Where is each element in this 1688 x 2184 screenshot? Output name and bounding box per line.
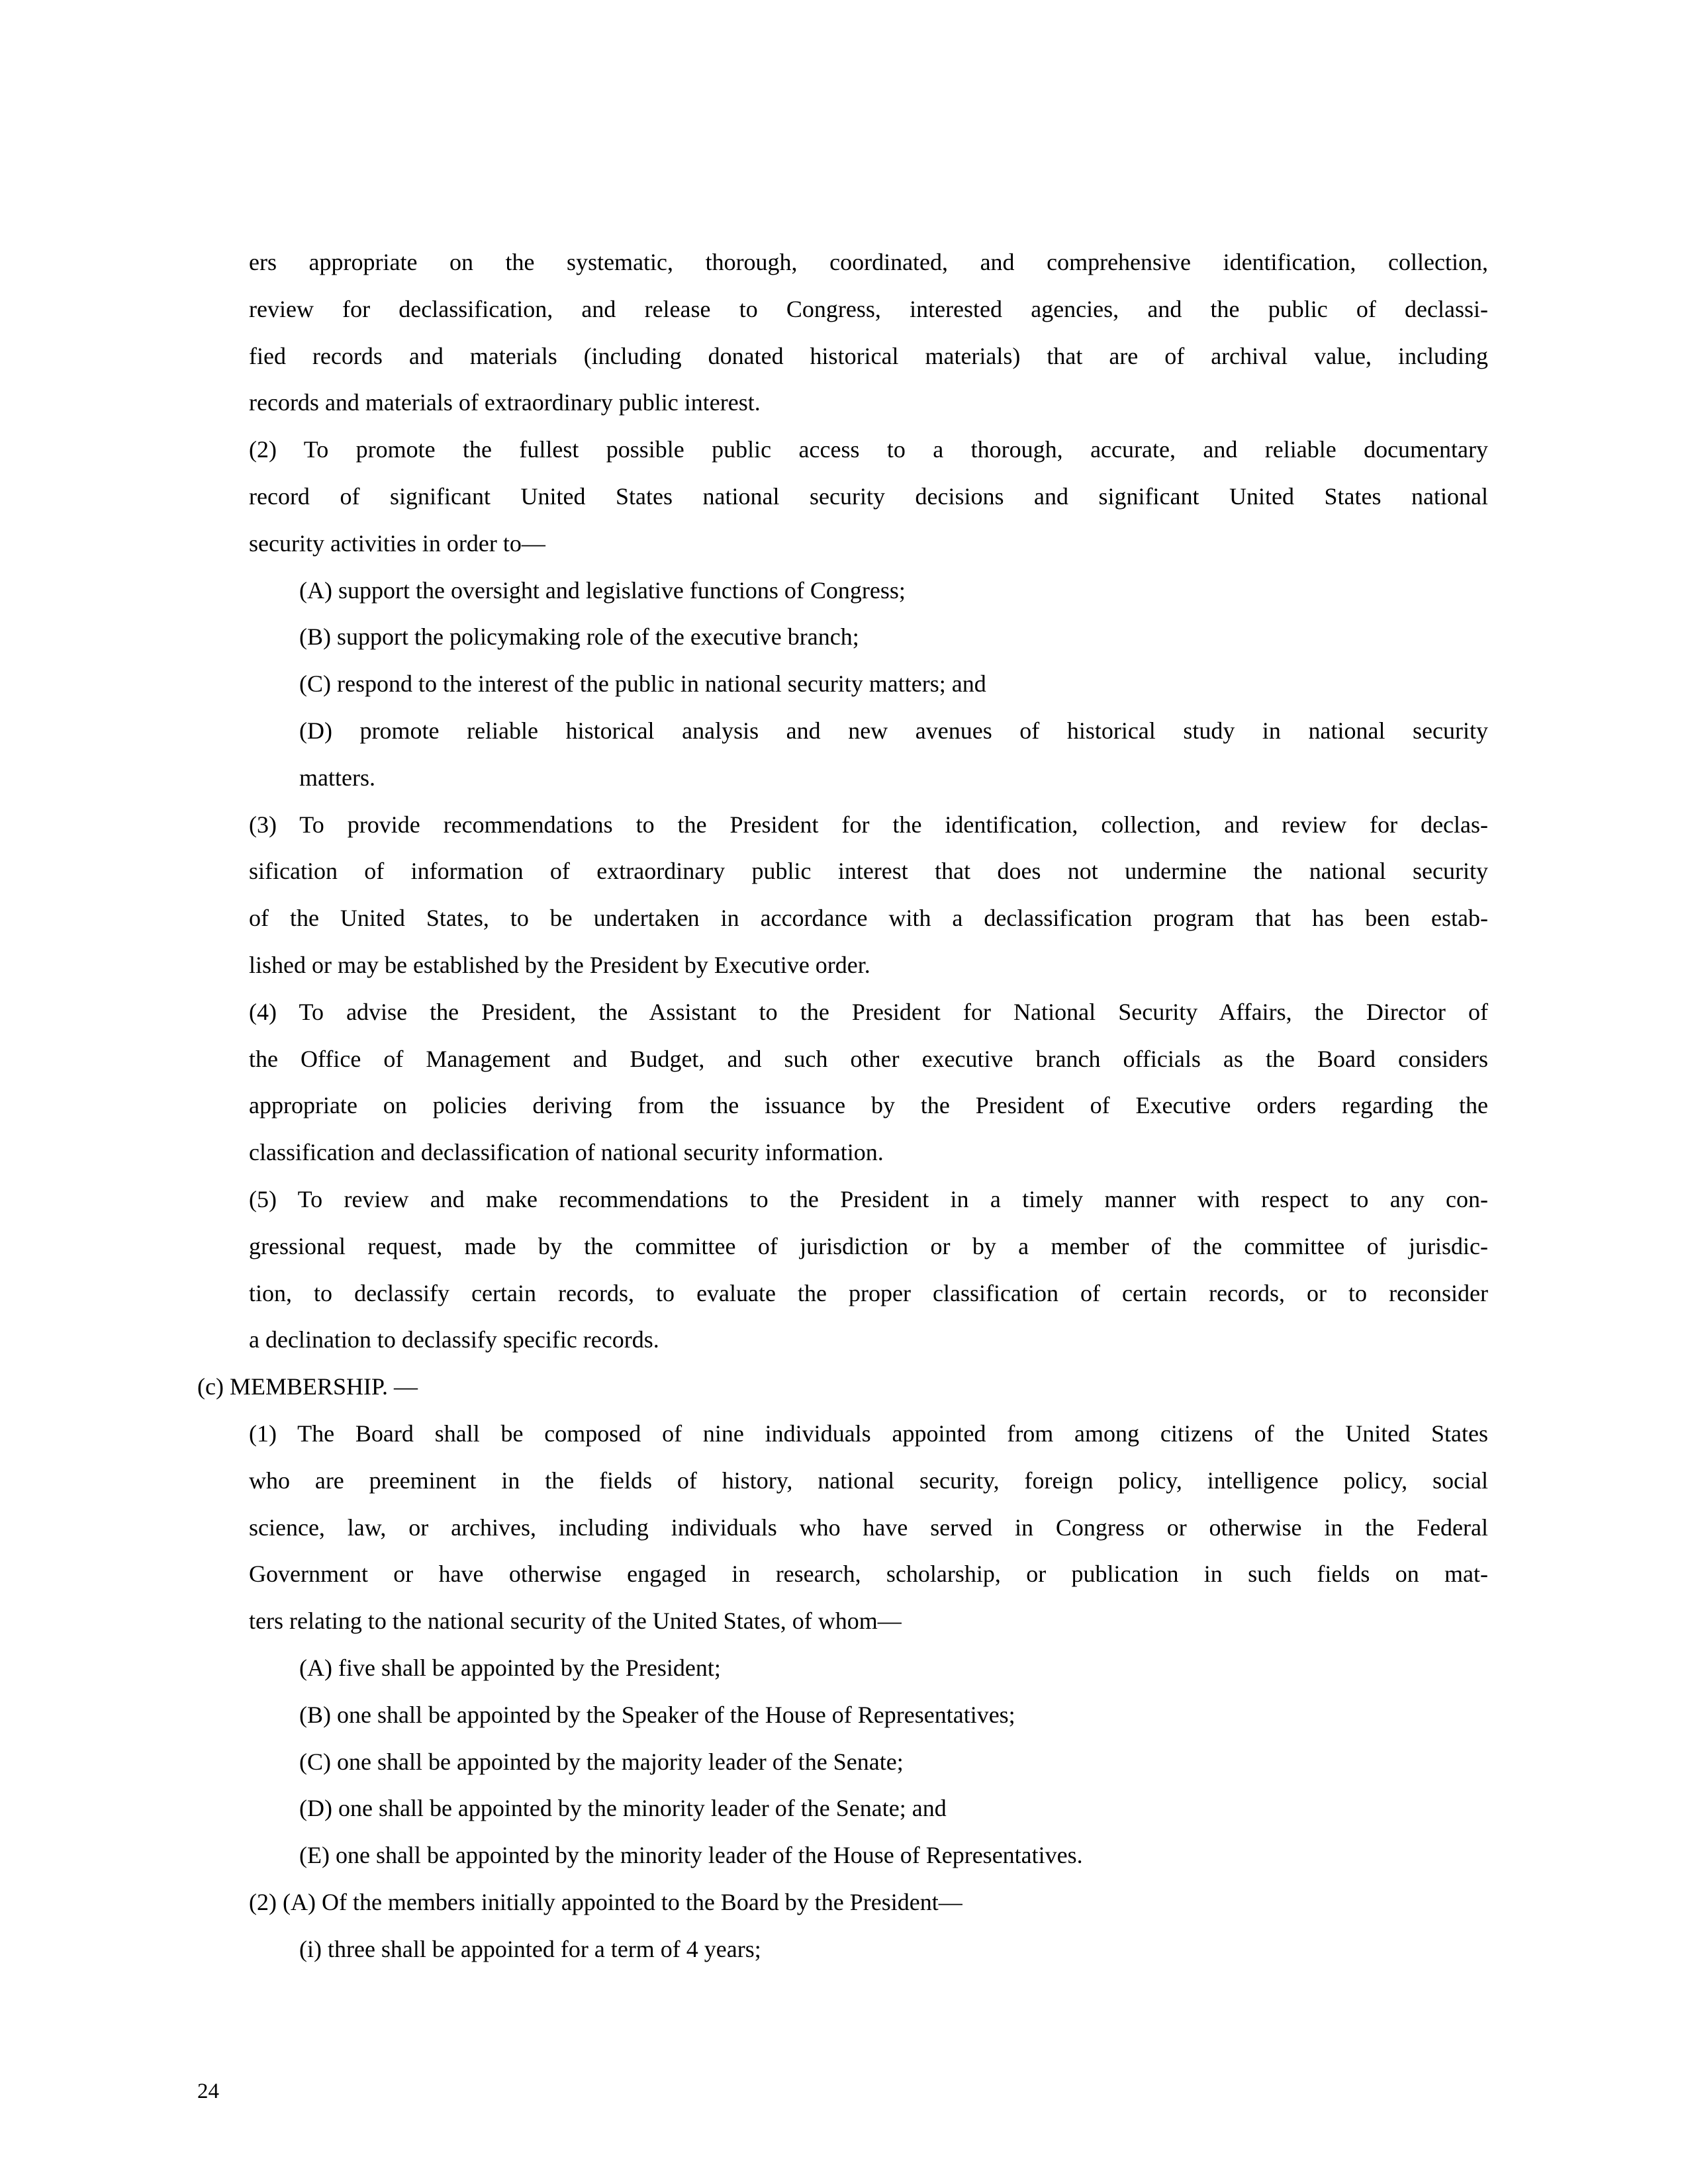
text-line: (3) To provide recommendations to the President for the identification, collection, and review for declas- (249, 811, 1488, 838)
text-line: science, law, or archives, including individuals who have served in Congress or otherwise in the Federal (249, 1514, 1488, 1541)
text-line: (4) To advise the President, the Assistant to the President for National Security Affairs, the Director of (249, 998, 1488, 1025)
text-line: a declination to declassify specific records. (249, 1326, 659, 1353)
text-line: Government or have otherwise engaged in research, scholarship, or publication in such fields on mat- (249, 1561, 1488, 1588)
text-line: the Office of Management and Budget, and such other executive branch officials as the Board considers (249, 1045, 1488, 1072)
text-line: who are preeminent in the fields of history, national security, foreign policy, intelligence policy, social (249, 1467, 1488, 1494)
list-item-line: (E) one shall be appointed by the minority leader of the House of Representatives. (299, 1842, 1083, 1869)
text-line: (5) To review and make recommendations to the President in a timely manner with respect to any con- (249, 1185, 1488, 1212)
text-line: lished or may be established by the President by Executive order. (249, 951, 870, 978)
list-item-line: (B) one shall be appointed by the Speaker of the House of Representatives; (299, 1701, 1015, 1728)
text-line: (2) To promote the fullest possible public access to a thorough, accurate, and reliable documentary (249, 436, 1488, 463)
text-line: appropriate on policies deriving from the issuance by the President of Executive orders regarding the (249, 1092, 1488, 1119)
list-item-line: matters. (299, 764, 375, 791)
text-line: gressional request, made by the committee of jurisdiction or by a member of the committee of jurisdic- (249, 1232, 1488, 1259)
list-item-line: (C) one shall be appointed by the majority leader of the Senate; (299, 1748, 904, 1775)
text-line: fied records and materials (including donated historical materials) that are of archival value, including (249, 342, 1488, 369)
text-line: classification and declassification of national security information. (249, 1139, 884, 1166)
text-line: (2) (A) Of the members initially appointed to the Board by the President— (249, 1888, 962, 1915)
text-line: tion, to declassify certain records, to evaluate the proper classification of certain records, or to reconsider (249, 1279, 1488, 1306)
section-c-membership-heading: (c) MEMBERSHIP. — (197, 1373, 418, 1400)
text-line: ers appropriate on the systematic, thorough, coordinated, and comprehensive identification, collection, (249, 249, 1488, 275)
text-line: record of significant United States national security decisions and significant United States national (249, 482, 1488, 510)
list-item-line: (D) one shall be appointed by the minority leader of the Senate; and (299, 1795, 947, 1822)
text-block (197, 239, 1488, 1972)
text-line: ters relating to the national security of the United States, of whom— (249, 1608, 902, 1635)
text-line: records and materials of extraordinary public interest. (249, 389, 761, 416)
text-line: of the United States, to be undertaken in accordance with a declassification program that has been estab- (249, 905, 1488, 932)
text-line: sification of information of extraordinary public interest that does not undermine the national security (249, 858, 1488, 885)
page-number: 24 (197, 2079, 219, 2103)
text-line: (1) The Board shall be composed of nine individuals appointed from among citizens of the United States (249, 1420, 1488, 1447)
text-line: review for declassification, and release to Congress, interested agencies, and the public of declassi- (249, 295, 1488, 322)
list-item-line: (i) three shall be appointed for a term of 4 years; (299, 1935, 761, 1962)
list-item-line: (B) support the policymaking role of the executive branch; (299, 623, 859, 651)
text-line: security activities in order to— (249, 529, 545, 557)
list-item-line: (D) promote reliable historical analysis and new avenues of historical study in national security (299, 717, 1488, 744)
list-item-line: (C) respond to the interest of the public in national security matters; and (299, 670, 986, 698)
list-item-line: (A) support the oversight and legislative functions of Congress; (299, 576, 906, 604)
list-item-line: (A) five shall be appointed by the President; (299, 1654, 721, 1681)
